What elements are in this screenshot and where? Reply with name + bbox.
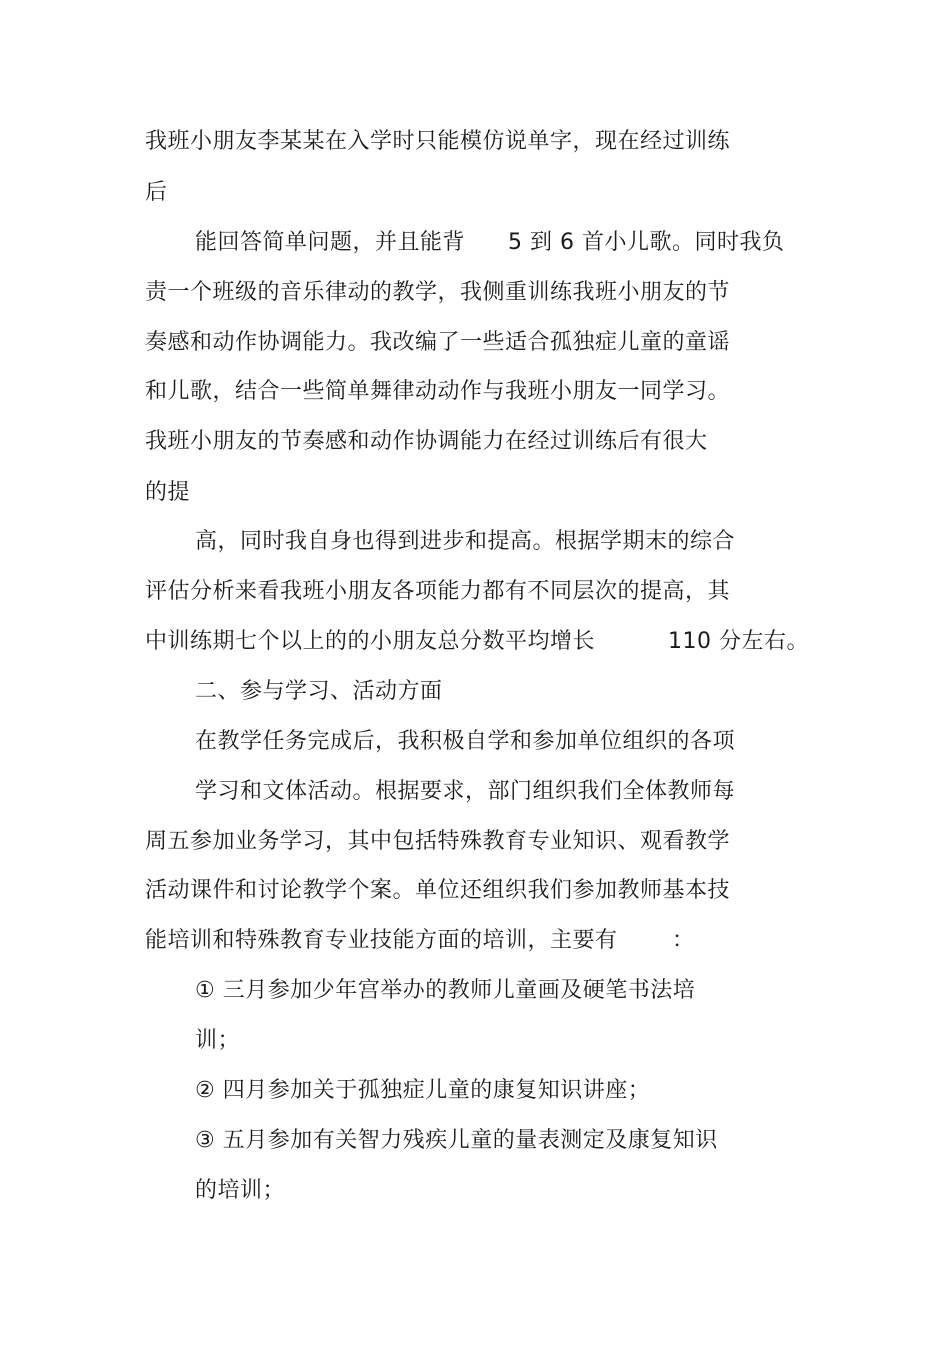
text-line: ： <box>672 928 695 953</box>
text-line: 我班小朋友李某某在入学时只能模仿说单字，现在经过训练 <box>145 129 731 154</box>
list-item-continuation: 的培训； <box>195 1178 286 1203</box>
list-item: ② 四月参加关于孤独症儿童的康复知识讲座； <box>195 1078 651 1103</box>
text-line: 责一个班级的音乐律动的教学，我侧重训练我班小朋友的节 <box>145 280 731 305</box>
text-line: 能回答简单问题，并且能背 <box>195 230 466 255</box>
text-line: 的提 <box>145 480 191 505</box>
text-line: 评估分析来看我班小朋友各项能力都有不同层次的提高，其 <box>145 579 731 604</box>
section-heading: 二、参与学习、活动方面 <box>195 679 443 704</box>
text-line: 活动课件和讨论教学个案。单位还组织我们参加教师基本技 <box>145 878 731 903</box>
list-item: ③ 五月参加有关智力残疾儿童的量表测定及康复知识 <box>195 1128 718 1153</box>
text-line: 在教学任务完成后，我积极自学和参加单位组织的各项 <box>195 729 736 754</box>
text-line: 和儿歌，结合一些简单舞律动动作与我班小朋友一同学习。 <box>145 379 731 404</box>
text-line: 我班小朋友的节奏感和动作协调能力在经过训练后有很大 <box>145 429 708 454</box>
text-line: 110 分左右。 <box>668 629 809 654</box>
text-line: 能培训和特殊教育专业技能方面的培训，主要有 <box>145 928 618 953</box>
list-item-continuation: 训； <box>195 1028 241 1053</box>
text-line: 学习和文体活动。根据要求，部门组织我们全体教师每 <box>195 779 736 804</box>
text-line: 后 <box>145 180 168 205</box>
text-line: 高，同时我自身也得到进步和提高。根据学期末的综合 <box>195 529 736 554</box>
list-item: ① 三月参加少年宫举办的教师儿童画及硬笔书法培 <box>195 978 696 1003</box>
text-line: 奏感和动作协调能力。我改编了一些适合孤独症儿童的童谣 <box>145 330 731 355</box>
text-line: 中训练期七个以上的的小朋友总分数平均增长 <box>145 629 596 654</box>
text-line: 5 到 6 首小儿歌。同时我负 <box>508 230 785 255</box>
text-line: 周五参加业务学习，其中包括特殊教育专业知识、观看教学 <box>145 829 731 854</box>
